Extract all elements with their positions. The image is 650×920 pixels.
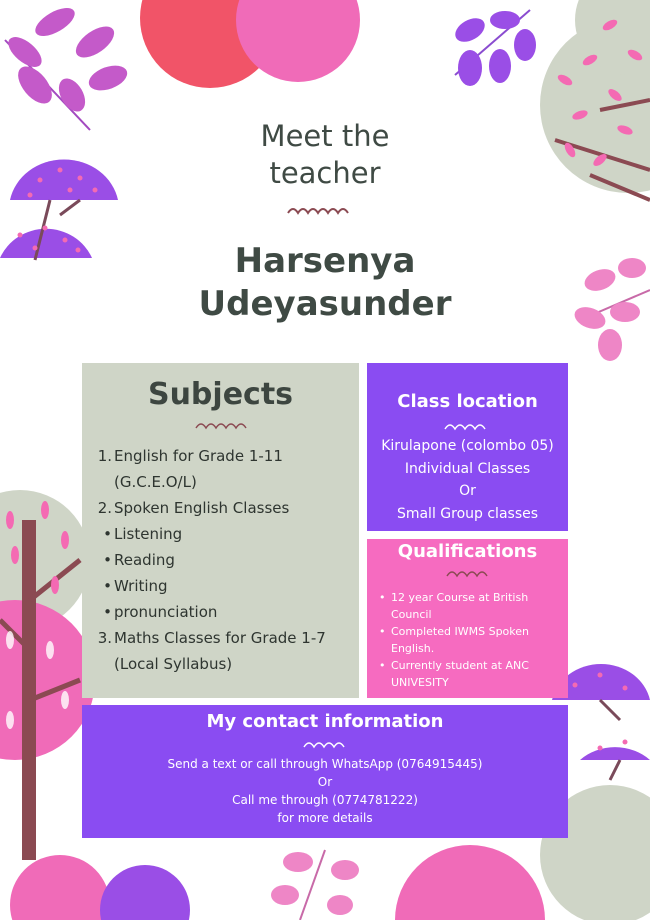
item-marker: 1. [97, 447, 112, 465]
subject-item [96, 573, 356, 599]
item-text: Writing [114, 577, 168, 595]
qualification-line: English. [391, 642, 435, 655]
qualification-item: • Completed IWMS Spoken English. [377, 623, 562, 657]
qualifications-heading: Qualifications [397, 541, 538, 562]
qualification-line: Currently student at ANC [391, 659, 529, 672]
class-location-heading: Class location [397, 391, 538, 412]
subjects-heading: Subjects [147, 377, 294, 412]
location-divider-icon [443, 422, 493, 432]
meet-the-teacher-heading [0, 118, 650, 192]
subject-item [96, 521, 356, 547]
contact-heading: My contact information [206, 711, 444, 732]
subjects-divider-icon [194, 421, 248, 431]
heading-line-1: Meet the [260, 119, 390, 153]
teacher-name [0, 240, 650, 326]
subject-item [96, 495, 356, 521]
contact-more-details: for more details [277, 811, 373, 825]
contact-whatsapp: Send a text or call through WhatsApp (0764915445) [167, 757, 483, 771]
qualification-line: Council [391, 608, 432, 621]
subject-item [96, 625, 356, 651]
top-right-leaves-icon [451, 10, 536, 86]
teacher-last-name: Udeyasunder [198, 284, 452, 324]
heading-line-2: teacher [269, 156, 381, 190]
top-left-leaves-icon [3, 2, 130, 130]
contact-or: Or [317, 775, 333, 789]
location-option-individual: Individual Classes [404, 460, 531, 477]
location-option-group: Small Group classes [396, 505, 539, 522]
location-details [367, 435, 568, 525]
subject-item [96, 599, 356, 625]
qualification-line: 12 year Course at British [391, 591, 529, 604]
contact-panel [82, 705, 568, 838]
item-text: English for Grade 1-11 [114, 447, 283, 465]
item-marker: • [103, 525, 112, 543]
bottom-center-leaves-icon [271, 850, 359, 920]
subject-item [96, 547, 356, 573]
location-address: Kirulapone (colombo 05) [381, 438, 554, 454]
contact-phone: Call me through (0774781222) [232, 793, 418, 807]
bottom-left-flowers-icon [10, 855, 190, 920]
item-text: pronunciation [114, 603, 218, 621]
teacher-first-name: Harsenya [234, 241, 416, 281]
top-center-flower-icon [140, 0, 360, 88]
qualification-line: Completed IWMS Spoken [391, 625, 529, 638]
location-or: Or [459, 483, 476, 499]
qualification-item: • Currently student at ANC UNIVESITY [377, 657, 562, 691]
item-text: (Local Syllabus) [114, 655, 233, 673]
bottom-right-tree-icon [395, 845, 545, 920]
item-marker: 3. [97, 629, 112, 647]
qualification-item: • 12 year Course at British Council [377, 589, 562, 623]
subject-item [96, 443, 356, 469]
header-divider-icon [288, 209, 348, 213]
subjects-list [96, 443, 356, 677]
subject-item [96, 469, 356, 495]
contact-divider-icon [302, 740, 350, 750]
item-marker: • [103, 577, 112, 595]
qualifications-list [377, 589, 562, 691]
left-tree-icon [0, 490, 95, 860]
item-text: Listening [114, 525, 183, 543]
item-marker: 2. [97, 499, 112, 517]
contact-details [82, 755, 568, 827]
subject-item [96, 651, 356, 677]
class-location-panel [367, 363, 568, 531]
qualifications-panel [367, 539, 568, 698]
qualifications-divider-icon [445, 569, 493, 579]
subjects-panel [82, 363, 359, 698]
item-text: Reading [114, 551, 175, 569]
item-text: Maths Classes for Grade 1-7 [114, 629, 326, 647]
item-marker: • [103, 551, 112, 569]
item-marker: • [103, 603, 112, 621]
qualification-line: UNIVESITY [391, 676, 449, 689]
item-text: (G.C.E.O/L) [114, 473, 197, 491]
item-text: Spoken English Classes [114, 499, 290, 517]
